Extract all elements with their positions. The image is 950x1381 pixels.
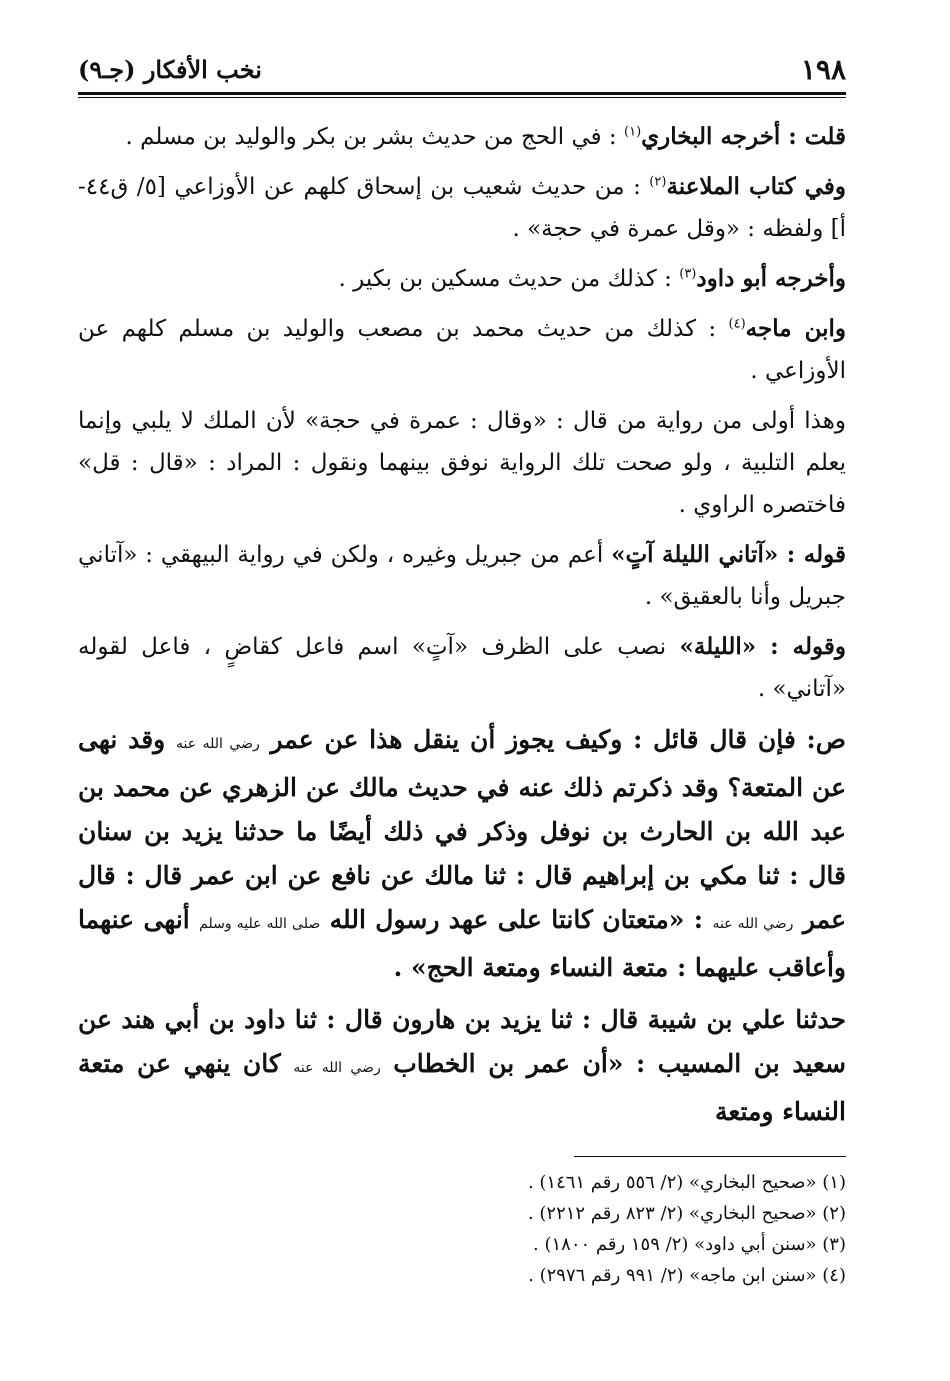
body-text — [78, 116, 846, 1134]
hadith-text: ص: فإن قال قائل : وكيف يجوز أن ينقل هذا عن عمر — [259, 725, 846, 754]
running-head — [78, 52, 846, 88]
paragraph-text: : في الحج من حديث بشر بن بكر والوليد بن مسلم . — [125, 124, 624, 150]
paragraph — [78, 166, 846, 250]
header-rule-thick — [78, 92, 846, 95]
paragraph — [78, 116, 846, 158]
footnotes — [78, 1167, 846, 1291]
paragraph-lead: قوله : «آتاني الليلة آتٍ» — [611, 541, 846, 568]
paragraph — [78, 258, 846, 300]
paragraph-lead: وقوله : «الليلة» — [679, 633, 846, 660]
document-page — [78, 52, 846, 1291]
paragraph-text: : من حديث شعيب بن إسحاق كلهم عن الأوزاعي [٥/ ق٤٤-أ] ولفظه : «وقل عمرة في حجة» . — [78, 174, 846, 242]
honorific-mark: رضي الله عنه — [712, 916, 794, 932]
hadith-paragraph — [78, 718, 846, 990]
honorific-mark: صلى الله عليه وسلم — [199, 916, 321, 932]
paragraph — [78, 626, 846, 710]
paragraph-lead: وابن ماجه — [745, 315, 846, 342]
paragraph-text: أعم من جبريل وغيره ، ولكن في رواية البيهقي : «آتاني جبريل وأنا بالعقيق» . — [78, 542, 846, 610]
paragraph — [78, 308, 846, 392]
footnote: (٢) «صحيح البخاري» (٢/ ٨٢٣ رقم ٢٢١٢) . — [527, 1203, 846, 1224]
footnote-ref: (٣) — [679, 266, 697, 282]
header-rule-thin — [78, 97, 846, 98]
paragraph-lead: وأخرجه أبو داود — [696, 265, 846, 292]
hadith-text: : «متعتان كانتا على عهد رسول الله — [320, 905, 713, 934]
hadith-paragraph — [78, 998, 846, 1134]
paragraph-lead: قلت : أخرجه البخاري — [641, 123, 846, 150]
hadith-text: حدثنا علي بن شيبة قال : ثنا يزيد بن هارون قال : ثنا داود بن أبي هند عن سعيد بن المسيب : «أن عمر بن الخطاب — [78, 1005, 846, 1078]
honorific-mark: رضي الله عنه — [176, 736, 260, 752]
honorific-mark: رضي الله عنه — [293, 1060, 381, 1076]
hadith-text: أنهى عنهما وأعاقب عليهما : متعة النساء ومتعة الحج» . — [78, 905, 846, 982]
hadith-text: كان ينهي عن متعة النساء ومتعة — [78, 1049, 846, 1126]
page-number: ١٩٨ — [800, 53, 846, 86]
footnote: (١) «صحيح البخاري» (٢/ ٥٥٦ رقم ١٤٦١) . — [527, 1172, 846, 1193]
footnote: (٣) «سنن أبي داود» (٢/ ١٥٩ رقم ١٨٠٠) . — [533, 1234, 846, 1255]
paragraph-text: : كذلك من حديث محمد بن مصعب والوليد بن مسلم كلهم عن الأوزاعي . — [78, 316, 846, 384]
footnote-ref: (١) — [624, 124, 642, 140]
footnote-separator — [574, 1156, 846, 1157]
hadith-text: وقد نهى عن المتعة؟ وقد ذكرتم ذلك عنه في حديث مالك عن الزهري عن محمد بن عبد الله بن الحارث بن نوفل وذكر في ذلك أيضًا ما حدثنا يزيد بن سنان قال : ثنا مكي بن إبراهيم قال : ثنا مالك عن نافع عن ابن عمر قال : قال عمر — [78, 725, 847, 934]
paragraph — [78, 400, 846, 526]
paragraph-text: وهذا أولى من رواية من قال : «وقال : عمرة في حجة» لأن الملك لا يلبي وإنما يعلم التلبية ، ولو صحت تلك الرواية نوفق بينهما ونقول : المراد : «قال : قل» فاختصره الراوي . — [78, 408, 846, 518]
paragraph-text: نصب على الظرف «آتٍ» اسم فاعل كقاضٍ ، فاعل لقوله «آتاني» . — [78, 634, 846, 702]
paragraph — [78, 534, 846, 618]
footnote: (٤) «سنن ابن ماجه» (٢/ ٩٩١ رقم ٢٩٧٦) . — [528, 1265, 846, 1286]
paragraph-text: : كذلك من حديث مسكين بن بكير . — [338, 266, 680, 292]
footnote-ref: (٤) — [728, 316, 746, 332]
book-title: نخب الأفكار (جـ٩) — [78, 55, 262, 84]
paragraph-lead: وفي كتاب الملاعنة — [666, 173, 846, 200]
footnote-ref: (٢) — [649, 174, 667, 190]
